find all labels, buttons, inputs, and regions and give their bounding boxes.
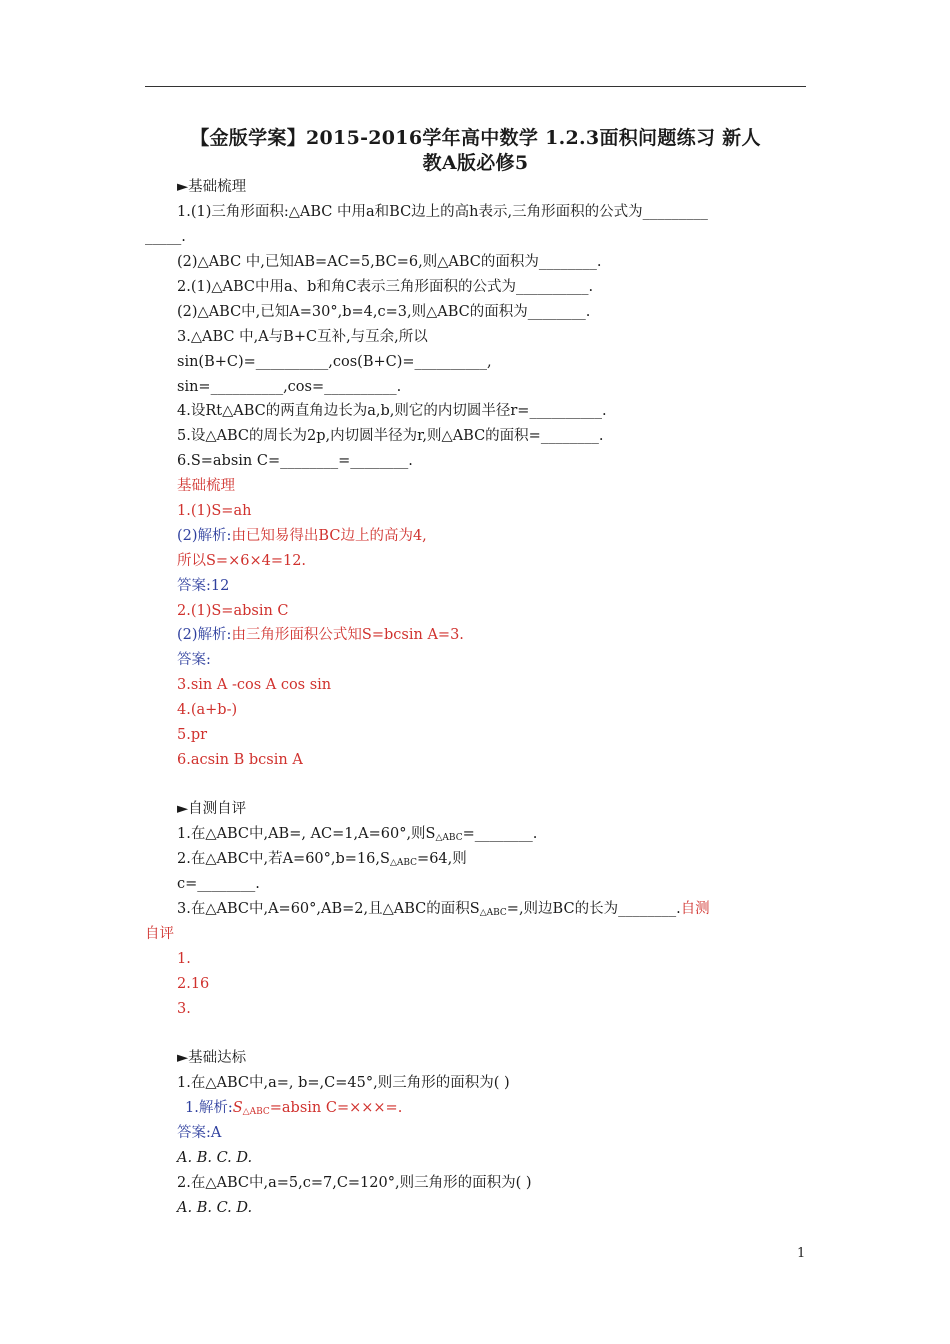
answer-2b xyxy=(177,625,464,645)
self-test-question-2-line2: c=________. xyxy=(177,876,260,892)
question-2b: (2)△ABC中,已知A=30°,b=4,c=3,则△ABC的面积为________. xyxy=(177,304,591,320)
answer-1b-line2: 所以S=×6×4=12. xyxy=(177,553,307,569)
standards-question-2-options: A. B. C. D. xyxy=(177,1200,253,1216)
question-6: 6.S=absin C=________=________. xyxy=(177,453,413,469)
question-5: 5.设△ABC的周长为2p,内切圆半径为r,则△ABC的面积=________. xyxy=(177,428,604,444)
analysis-text: 由已知易得出BC边上的高为4, xyxy=(231,528,427,544)
page-number: 1 xyxy=(797,1246,806,1261)
self-test-answers-heading: 自评 xyxy=(145,926,174,942)
question-2a: 2.(1)△ABC中用a、b和角C表示三角形面积的公式为__________. xyxy=(177,279,594,295)
question-3-line1: 3.△ABC 中,A与B+C互补,与互余,所以 xyxy=(177,329,428,345)
self-test-answer-2: 2.16 xyxy=(177,976,210,992)
standards-answer-1-analysis: 1.解析$:S_{\triangle ABC}=absin$ C=×××=. xyxy=(185,1100,403,1117)
answer-1a: 1.(1)S=ah xyxy=(177,503,252,519)
question-1a-line1: 1.(1)三角形面积:△ABC 中用a和BC边上的高h表示,三角形面积的公式为_________ xyxy=(177,204,708,220)
document-title-line1: 【金版学案】2015-2016学年高中数学 1.2.3面积问题练习 新人 xyxy=(190,127,761,149)
answer-1b-result: 答案:12 xyxy=(177,578,230,594)
self-test-answer-3: 3. xyxy=(177,1001,191,1017)
self-test-question-1: 1.在△ABC中,AB=, AC=1,A=60°,则$S_{\triangle ABC}=\_\_\_\_\_\_\_\_$. xyxy=(177,826,538,843)
answer-1b xyxy=(177,526,427,546)
answers-heading-basics: 基础梳理 xyxy=(177,478,235,494)
self-test-question-3: 3.在△ABC中,A=60°,AB=2,且△ABC的面积$S_{\triangle ABC}=$,则边BC的长为________.自测 xyxy=(177,901,710,918)
document-title-line2: 教A版必修5 xyxy=(422,152,529,174)
self-test-answer-1: 1. xyxy=(177,951,191,967)
answer-4: 4.(a+b-) xyxy=(177,702,238,718)
standards-question-1: 1.在△ABC中,a=, b=,C=45°,则三角形的面积为( ) xyxy=(177,1075,510,1091)
answer-5: 5.pr xyxy=(177,727,208,743)
question-3-line3: sin=__________,cos=__________. xyxy=(177,379,402,395)
section-heading-basics: ►基础梳理 xyxy=(177,179,247,195)
answer-6: 6.acsin B bcsin A xyxy=(177,752,303,768)
standards-answer-1: 答案:A xyxy=(177,1125,222,1141)
self-test-question-2: 2.在△ABC中,若$A=60^\circ,b=16,S_{\triangle ABC}=64$,则 xyxy=(177,851,467,868)
question-1a-line2: _____. xyxy=(145,229,186,245)
standards-question-1-options: A. B. C. D. xyxy=(177,1150,253,1166)
analysis-label: (2)解析: xyxy=(177,528,232,544)
standards-question-2: 2.在△ABC中,a=5,c=7,C=120°,则三角形的面积为( ) xyxy=(177,1175,532,1191)
answer-2b-result: 答案: xyxy=(177,652,211,668)
question-3-line2: sin(B+C)=__________,cos(B+C)=__________, xyxy=(177,354,492,370)
section-heading-standards: ►基础达标 xyxy=(177,1050,247,1066)
header-rule xyxy=(145,86,806,87)
analysis-text: 由三角形面积公式知S=bcsin A=3. xyxy=(231,627,464,643)
answer-2a: 2.(1)S=absin C xyxy=(177,603,289,619)
analysis-label: (2)解析: xyxy=(177,627,232,643)
question-1b: (2)△ABC 中,已知AB=AC=5,BC=6,则△ABC的面积为________. xyxy=(177,254,602,270)
question-4: 4.设Rt△ABC的两直角边长为a,b,则它的内切圆半径r=__________. xyxy=(177,403,607,419)
answer-3: 3.sin A -cos A cos sin xyxy=(177,677,332,693)
section-heading-self-test: ►自测自评 xyxy=(177,801,247,817)
